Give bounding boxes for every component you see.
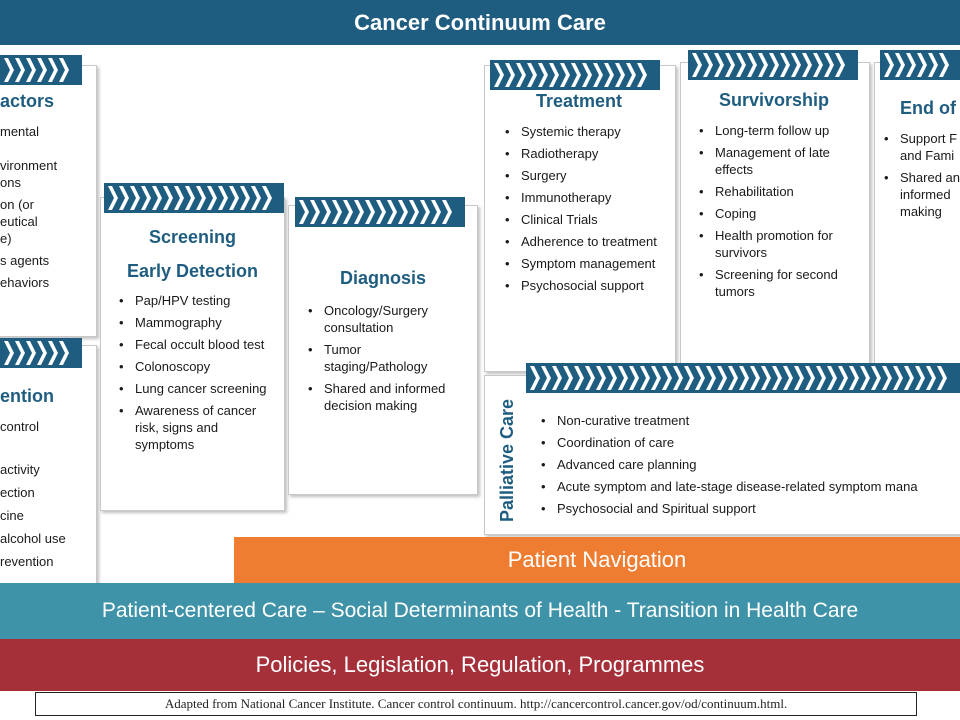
end-of-life-list	[880, 130, 960, 225]
chevron-arrow-icon	[593, 63, 603, 87]
chevron-arrow-icon	[571, 63, 581, 87]
chevron-arrow-icon	[703, 53, 713, 77]
patient-centered-band: Patient-centered Care – Social Determinants of Health - Transition in Health Care	[0, 583, 960, 639]
list-item: • Immunotherapy	[501, 189, 661, 206]
chevron-arrow-icon	[163, 186, 173, 210]
chevron-arrow-icon	[736, 53, 746, 77]
chevron-arrow-icon	[926, 366, 936, 390]
chevron-arrow-icon	[398, 200, 408, 224]
chevron-arrow-icon	[560, 63, 570, 87]
chevron-arrow-icon	[860, 366, 870, 390]
chevron-arrow-icon	[15, 58, 25, 82]
chevron-arrow-icon	[299, 200, 309, 224]
chevron-arrow-icon	[651, 366, 661, 390]
list-item: • Tumor staging/Pathology	[304, 341, 464, 375]
chevron-arrow-icon	[26, 341, 36, 365]
chevron-arrow-icon	[684, 366, 694, 390]
chevron-arrow-icon	[185, 186, 195, 210]
chevron-arrow-icon	[574, 366, 584, 390]
list-item: cine	[0, 508, 24, 523]
chevron-arrow-icon	[207, 186, 217, 210]
list-item: • Adherence to treatment	[501, 233, 661, 250]
list-item: • Coping	[695, 205, 855, 222]
chevron-arrow-icon	[229, 186, 239, 210]
chevron-arrow-icon	[871, 366, 881, 390]
chevron-arrow-icon	[431, 200, 441, 224]
chevron-arrow-icon	[582, 63, 592, 87]
list-item: • Long-term follow up	[695, 122, 855, 139]
list-item: • Surgery	[501, 167, 661, 184]
chevron-arrow-icon	[794, 366, 804, 390]
diagram-title: Cancer Continuum Care	[0, 0, 960, 45]
chevron-arrow-icon	[541, 366, 551, 390]
screening-title: Screening	[148, 227, 237, 247]
list-item: • Advanced care planning	[537, 456, 960, 473]
list-item: • Psychosocial and Spiritual support	[537, 500, 960, 517]
prevention-chevron	[0, 338, 82, 368]
list-item: mental	[0, 124, 40, 139]
list-item: • Non-curative treatment	[537, 412, 960, 429]
chevron-arrow-icon	[728, 366, 738, 390]
chevron-arrow-icon	[141, 186, 151, 210]
chevron-arrow-icon	[802, 53, 812, 77]
chevron-arrow-icon	[893, 366, 903, 390]
list-item: ehaviors	[0, 275, 50, 290]
list-item: eutical	[0, 214, 38, 229]
chevron-arrow-icon	[915, 366, 925, 390]
chevron-arrow-icon	[494, 63, 504, 87]
chevron-arrow-icon	[917, 53, 927, 77]
chevron-arrow-icon	[505, 63, 515, 87]
chevron-arrow-icon	[354, 200, 364, 224]
chevron-arrow-icon	[824, 53, 834, 77]
list-item: • Rehabilitation	[695, 183, 855, 200]
list-item: • Lung cancer screening	[115, 380, 275, 397]
end-of-life-chevron	[880, 50, 960, 80]
list-item: • Awareness of cancer risk, signs and symptoms	[115, 402, 275, 453]
list-item: ons	[0, 175, 21, 190]
chevron-arrow-icon	[884, 53, 894, 77]
end-of-life-title: End of	[900, 98, 956, 118]
screening-list	[115, 292, 275, 458]
list-item: • Radiotherapy	[501, 145, 661, 162]
list-item: • Colonoscopy	[115, 358, 275, 375]
chevron-arrow-icon	[332, 200, 342, 224]
chevron-arrow-icon	[251, 186, 261, 210]
list-item: • Systemic therapy	[501, 123, 661, 140]
chevron-arrow-icon	[563, 366, 573, 390]
patient-navigation-band: Patient Navigation	[234, 537, 960, 583]
chevron-arrow-icon	[585, 366, 595, 390]
chevron-arrow-icon	[174, 186, 184, 210]
list-item: • Symptom management	[501, 255, 661, 272]
chevron-arrow-icon	[937, 366, 947, 390]
list-item: • Acute symptom and late-stage disease-related symptom mana	[537, 478, 960, 495]
chevron-arrow-icon	[939, 53, 949, 77]
survivorship-list	[695, 122, 855, 305]
list-item: revention	[0, 554, 54, 569]
chevron-arrow-icon	[108, 186, 118, 210]
chevron-arrow-icon	[516, 63, 526, 87]
risk-factors-title: actors	[0, 91, 55, 111]
list-item: • Coordination of care	[537, 434, 960, 451]
chevron-arrow-icon	[725, 53, 735, 77]
chevron-arrow-icon	[119, 186, 129, 210]
chevron-arrow-icon	[662, 366, 672, 390]
list-item: • Psychosocial support	[501, 277, 661, 294]
treatment-list	[501, 123, 661, 299]
chevron-arrow-icon	[618, 366, 628, 390]
chevron-arrow-icon	[761, 366, 771, 390]
palliative-care-chevron	[526, 363, 960, 393]
chevron-arrow-icon	[527, 63, 537, 87]
list-item: • Shared and informed decision making	[304, 380, 464, 414]
chevron-arrow-icon	[59, 58, 69, 82]
source-citation: Adapted from National Cancer Institute. Cancer control continuum. http://cancercontrol.cancer.gov/od/continuum.html.	[35, 692, 917, 716]
chevron-arrow-icon	[310, 200, 320, 224]
chevron-arrow-icon	[15, 341, 25, 365]
chevron-arrow-icon	[59, 341, 69, 365]
treatment-title: Treatment	[535, 91, 623, 111]
chevron-arrow-icon	[607, 366, 617, 390]
chevron-arrow-icon	[365, 200, 375, 224]
chevron-arrow-icon	[849, 366, 859, 390]
chevron-arrow-icon	[4, 58, 14, 82]
diagnosis-chevron	[295, 197, 465, 227]
chevron-arrow-icon	[780, 53, 790, 77]
chevron-arrow-icon	[409, 200, 419, 224]
list-item: • Screening for second tumors	[695, 266, 855, 300]
palliative-care-list	[537, 412, 960, 522]
list-item: alcohol use	[0, 531, 66, 546]
chevron-arrow-icon	[882, 366, 892, 390]
prevention-list	[0, 418, 66, 570]
screening-subtitle: Early Detection	[126, 261, 259, 281]
list-item: • Support F and Fami	[880, 130, 960, 164]
survivorship-chevron	[688, 50, 858, 80]
chevron-arrow-icon	[906, 53, 916, 77]
list-item: on (or	[0, 197, 34, 212]
policies-band: Policies, Legislation, Regulation, Programmes	[0, 639, 960, 691]
chevron-arrow-icon	[637, 63, 647, 87]
list-item: • Clinical Trials	[501, 211, 661, 228]
chevron-arrow-icon	[48, 58, 58, 82]
chevron-arrow-icon	[152, 186, 162, 210]
diagnosis-title: Diagnosis	[339, 268, 427, 288]
chevron-arrow-icon	[758, 53, 768, 77]
chevron-arrow-icon	[37, 341, 47, 365]
chevron-arrow-icon	[928, 53, 938, 77]
chevron-arrow-icon	[838, 366, 848, 390]
treatment-chevron	[490, 60, 660, 90]
list-item: • Oncology/Surgery consultation	[304, 302, 464, 336]
chevron-arrow-icon	[769, 53, 779, 77]
chevron-arrow-icon	[442, 200, 452, 224]
chevron-arrow-icon	[321, 200, 331, 224]
chevron-arrow-icon	[26, 58, 36, 82]
list-item	[0, 140, 57, 157]
chevron-arrow-icon	[747, 53, 757, 77]
chevron-arrow-icon	[376, 200, 386, 224]
survivorship-title: Survivorship	[718, 90, 830, 110]
chevron-arrow-icon	[791, 53, 801, 77]
chevron-arrow-icon	[604, 63, 614, 87]
chevron-arrow-icon	[596, 366, 606, 390]
chevron-arrow-icon	[673, 366, 683, 390]
risk-factors-list	[0, 123, 57, 291]
chevron-arrow-icon	[895, 53, 905, 77]
chevron-arrow-icon	[640, 366, 650, 390]
chevron-arrow-icon	[538, 63, 548, 87]
chevron-arrow-icon	[813, 53, 823, 77]
chevron-arrow-icon	[37, 58, 47, 82]
risk-factors-chevron	[0, 55, 82, 85]
chevron-arrow-icon	[629, 366, 639, 390]
chevron-arrow-icon	[549, 63, 559, 87]
chevron-arrow-icon	[48, 341, 58, 365]
list-item: • Pap/HPV testing	[115, 292, 275, 309]
chevron-arrow-icon	[218, 186, 228, 210]
chevron-arrow-icon	[750, 366, 760, 390]
chevron-arrow-icon	[343, 200, 353, 224]
chevron-arrow-icon	[772, 366, 782, 390]
chevron-arrow-icon	[805, 366, 815, 390]
chevron-arrow-icon	[130, 186, 140, 210]
chevron-arrow-icon	[196, 186, 206, 210]
chevron-arrow-icon	[4, 341, 14, 365]
list-item: • Management of late effects	[695, 144, 855, 178]
chevron-arrow-icon	[904, 366, 914, 390]
chevron-arrow-icon	[552, 366, 562, 390]
chevron-arrow-icon	[615, 63, 625, 87]
list-item: • Fecal occult blood test	[115, 336, 275, 353]
chevron-arrow-icon	[835, 53, 845, 77]
diagnosis-list	[304, 302, 464, 419]
list-item: e)	[0, 231, 12, 246]
chevron-arrow-icon	[692, 53, 702, 77]
chevron-arrow-icon	[387, 200, 397, 224]
list-item: ection	[0, 485, 35, 500]
palliative-care-label: Palliative Care	[497, 398, 517, 522]
list-item: vironment	[0, 158, 58, 173]
chevron-arrow-icon	[827, 366, 837, 390]
chevron-arrow-icon	[262, 186, 272, 210]
list-item: s agents	[0, 253, 50, 268]
chevron-arrow-icon	[695, 366, 705, 390]
prevention-title: ention	[0, 386, 54, 406]
chevron-arrow-icon	[714, 53, 724, 77]
chevron-arrow-icon	[816, 366, 826, 390]
chevron-arrow-icon	[706, 366, 716, 390]
chevron-arrow-icon	[626, 63, 636, 87]
screening-chevron	[104, 183, 284, 213]
chevron-arrow-icon	[240, 186, 250, 210]
chevron-arrow-icon	[739, 366, 749, 390]
list-item: • Shared an informed making	[880, 169, 960, 220]
chevron-arrow-icon	[783, 366, 793, 390]
chevron-arrow-icon	[717, 366, 727, 390]
list-item	[0, 435, 66, 452]
list-item: activity	[0, 462, 40, 477]
list-item: • Health promotion for survivors	[695, 227, 855, 261]
chevron-arrow-icon	[420, 200, 430, 224]
list-item: • Mammography	[115, 314, 275, 331]
chevron-arrow-icon	[530, 366, 540, 390]
list-item: control	[0, 419, 40, 434]
